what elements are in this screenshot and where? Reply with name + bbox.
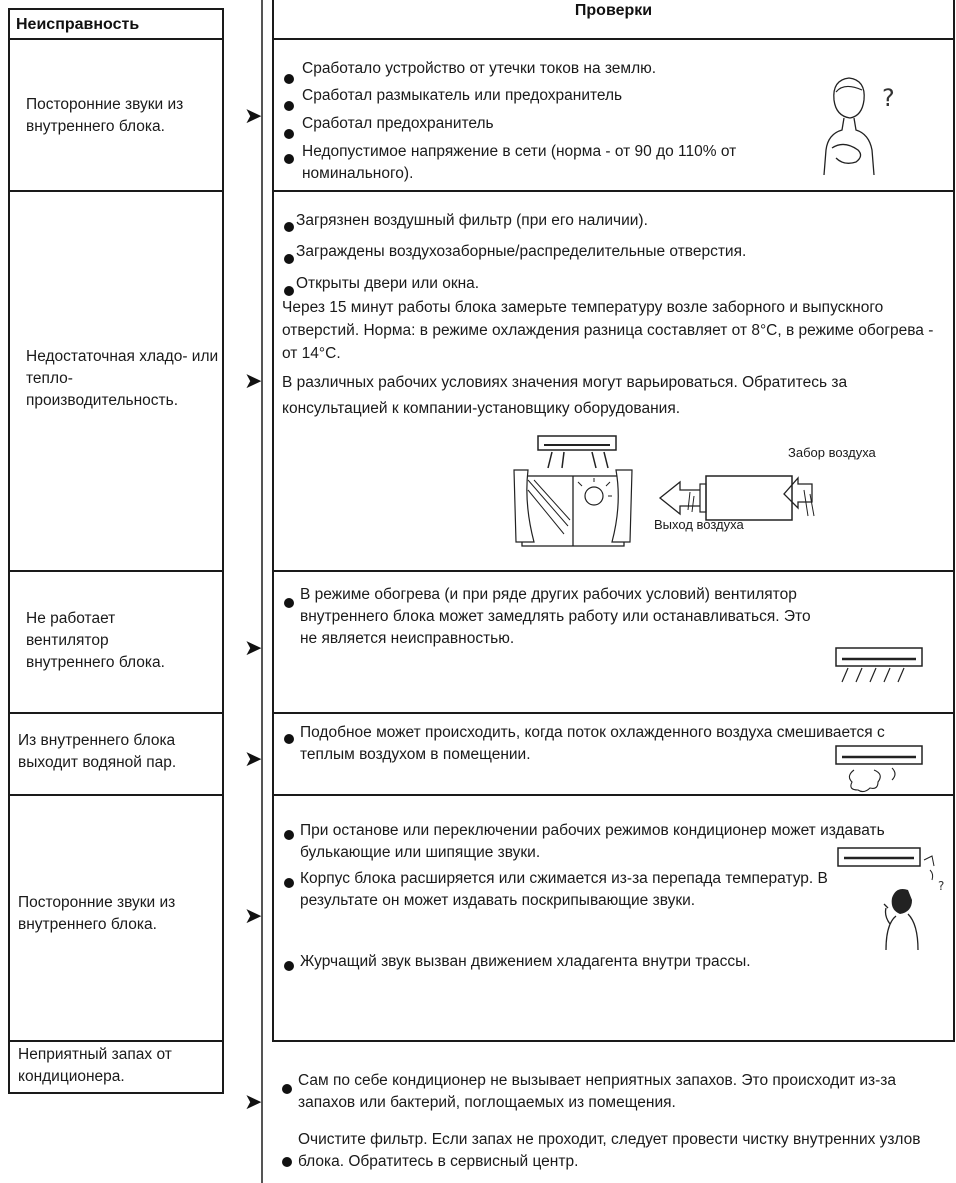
bullet-icon — [282, 1157, 292, 1167]
listening-person-icon — [834, 846, 954, 956]
check-6-2: Очистите фильтр. Если запах не проходит, следует провести чистку внутренних узлов блока. Обратитесь в сервисный центр. — [298, 1131, 921, 1170]
check-1-2: Сработал размыкатель или предохранитель — [302, 87, 623, 104]
bullet-icon — [284, 830, 294, 840]
checks-box-4 — [272, 712, 955, 796]
fault-box-5 — [8, 794, 224, 1042]
arrow-icon: ➤ — [244, 635, 263, 660]
check-3-1: В режиме обогрева (и при ряде других рабочих условий) вентилятор внутреннего блока может замедлять работу или останавливаться. Это не является неисправностью. — [300, 586, 811, 647]
intake-label: Забор воздуха — [788, 445, 876, 460]
bullet-icon — [284, 222, 294, 232]
checks-box-5 — [272, 794, 955, 1042]
check-2-3: Открыты двери или окна. — [296, 275, 480, 292]
bullet-icon — [284, 286, 294, 296]
check-6-1: Сам по себе кондиционер не вызывает неприятных запахов. Это происходит из-за запахов или бактерий, поглощаемых из помещения. — [298, 1072, 897, 1111]
checks-box-1 — [272, 38, 955, 192]
fault-box-1 — [8, 38, 224, 192]
checks-box-3 — [272, 570, 955, 714]
checks-area-6 — [272, 1040, 955, 1183]
check-5-1: При останове или переключении рабочих режимов кондиционер может издавать булькающие или шипящие звуки. — [300, 822, 885, 861]
note-2-1: Через 15 минут работы блока замерьте температуру возле заборного и выпускного отверстий. Норма: в режиме охлаждения разница составляет от 8°С, в режиме обогрева - от 14°С. — [282, 299, 934, 362]
connector-line — [261, 0, 263, 1183]
thinking-person-icon — [814, 70, 914, 185]
checks-box-2 — [272, 190, 955, 572]
fault-box-4 — [8, 712, 224, 796]
svg-text:?: ? — [938, 879, 945, 893]
fault-box-6 — [8, 1040, 224, 1094]
fault-header-box — [8, 8, 224, 40]
check-2-1: Загрязнен воздушный фильтр (при его наличии). — [296, 212, 648, 229]
check-4-1: Подобное может происходить, когда поток охлажденного воздуха смешивается с теплым воздухом в помещении. — [300, 724, 885, 763]
bullet-icon — [284, 734, 294, 744]
svg-text:?: ? — [882, 84, 895, 112]
fault-box-3 — [8, 570, 224, 714]
note-2-2: В различных рабочих условиях значения могут варьироваться. Обратитесь за консультацией к компании-установщику оборудования. — [282, 374, 848, 417]
bullet-icon — [284, 129, 294, 139]
bullet-icon — [284, 878, 294, 888]
checks-header-box — [272, 0, 955, 40]
fault-text-1: Посторонние звуки из внутреннего блока. — [26, 96, 184, 135]
check-1-1: Сработало устройство от утечки токов на землю. — [302, 60, 657, 77]
arrow-icon: ➤ — [244, 103, 263, 128]
steaming-unit-icon — [834, 744, 934, 794]
checks-header: Проверки — [574, 2, 653, 19]
fault-header: Неисправность — [16, 16, 140, 33]
bullet-icon — [284, 154, 294, 164]
arrow-icon: ➤ — [244, 746, 263, 771]
arrow-icon: ➤ — [244, 1089, 263, 1114]
fault-box-2 — [8, 190, 224, 572]
check-1-4: Недопустимое напряжение в сети (норма - от 90 до 110% от номинального). — [302, 143, 737, 182]
fault-text-6: Неприятный запах от кондиционера. — [18, 1046, 172, 1085]
fault-text-3: Не работает вентилятор внутреннего блока. — [26, 610, 165, 671]
check-2-2: Заграждены воздухозаборные/распределительные отверстия. — [296, 243, 747, 260]
fault-text-2: Недостаточная хладо- или тепло-производительность. — [26, 348, 219, 409]
check-1-3: Сработал предохранитель — [302, 115, 494, 132]
bullet-icon — [282, 1084, 292, 1094]
fault-text-4: Из внутреннего блока выходит водяной пар. — [18, 732, 177, 771]
check-5-2: Корпус блока расширяется или сжимается из-за перепада температур. В результате он может издавать поскрипывающие звуки. — [300, 870, 828, 909]
arrow-icon: ➤ — [244, 368, 263, 393]
bullet-icon — [284, 101, 294, 111]
indoor-unit-icon — [834, 646, 934, 686]
bullet-icon — [284, 74, 294, 84]
fault-text-5: Посторонние звуки из внутреннего блока. — [18, 894, 176, 933]
arrow-icon: ➤ — [244, 903, 263, 928]
bullet-icon — [284, 598, 294, 608]
check-5-3: Журчащий звук вызван движением хладагента внутри трассы. — [300, 953, 751, 970]
bullet-icon — [284, 254, 294, 264]
bullet-icon — [284, 961, 294, 971]
outlet-label: Выход воздуха — [654, 517, 744, 532]
